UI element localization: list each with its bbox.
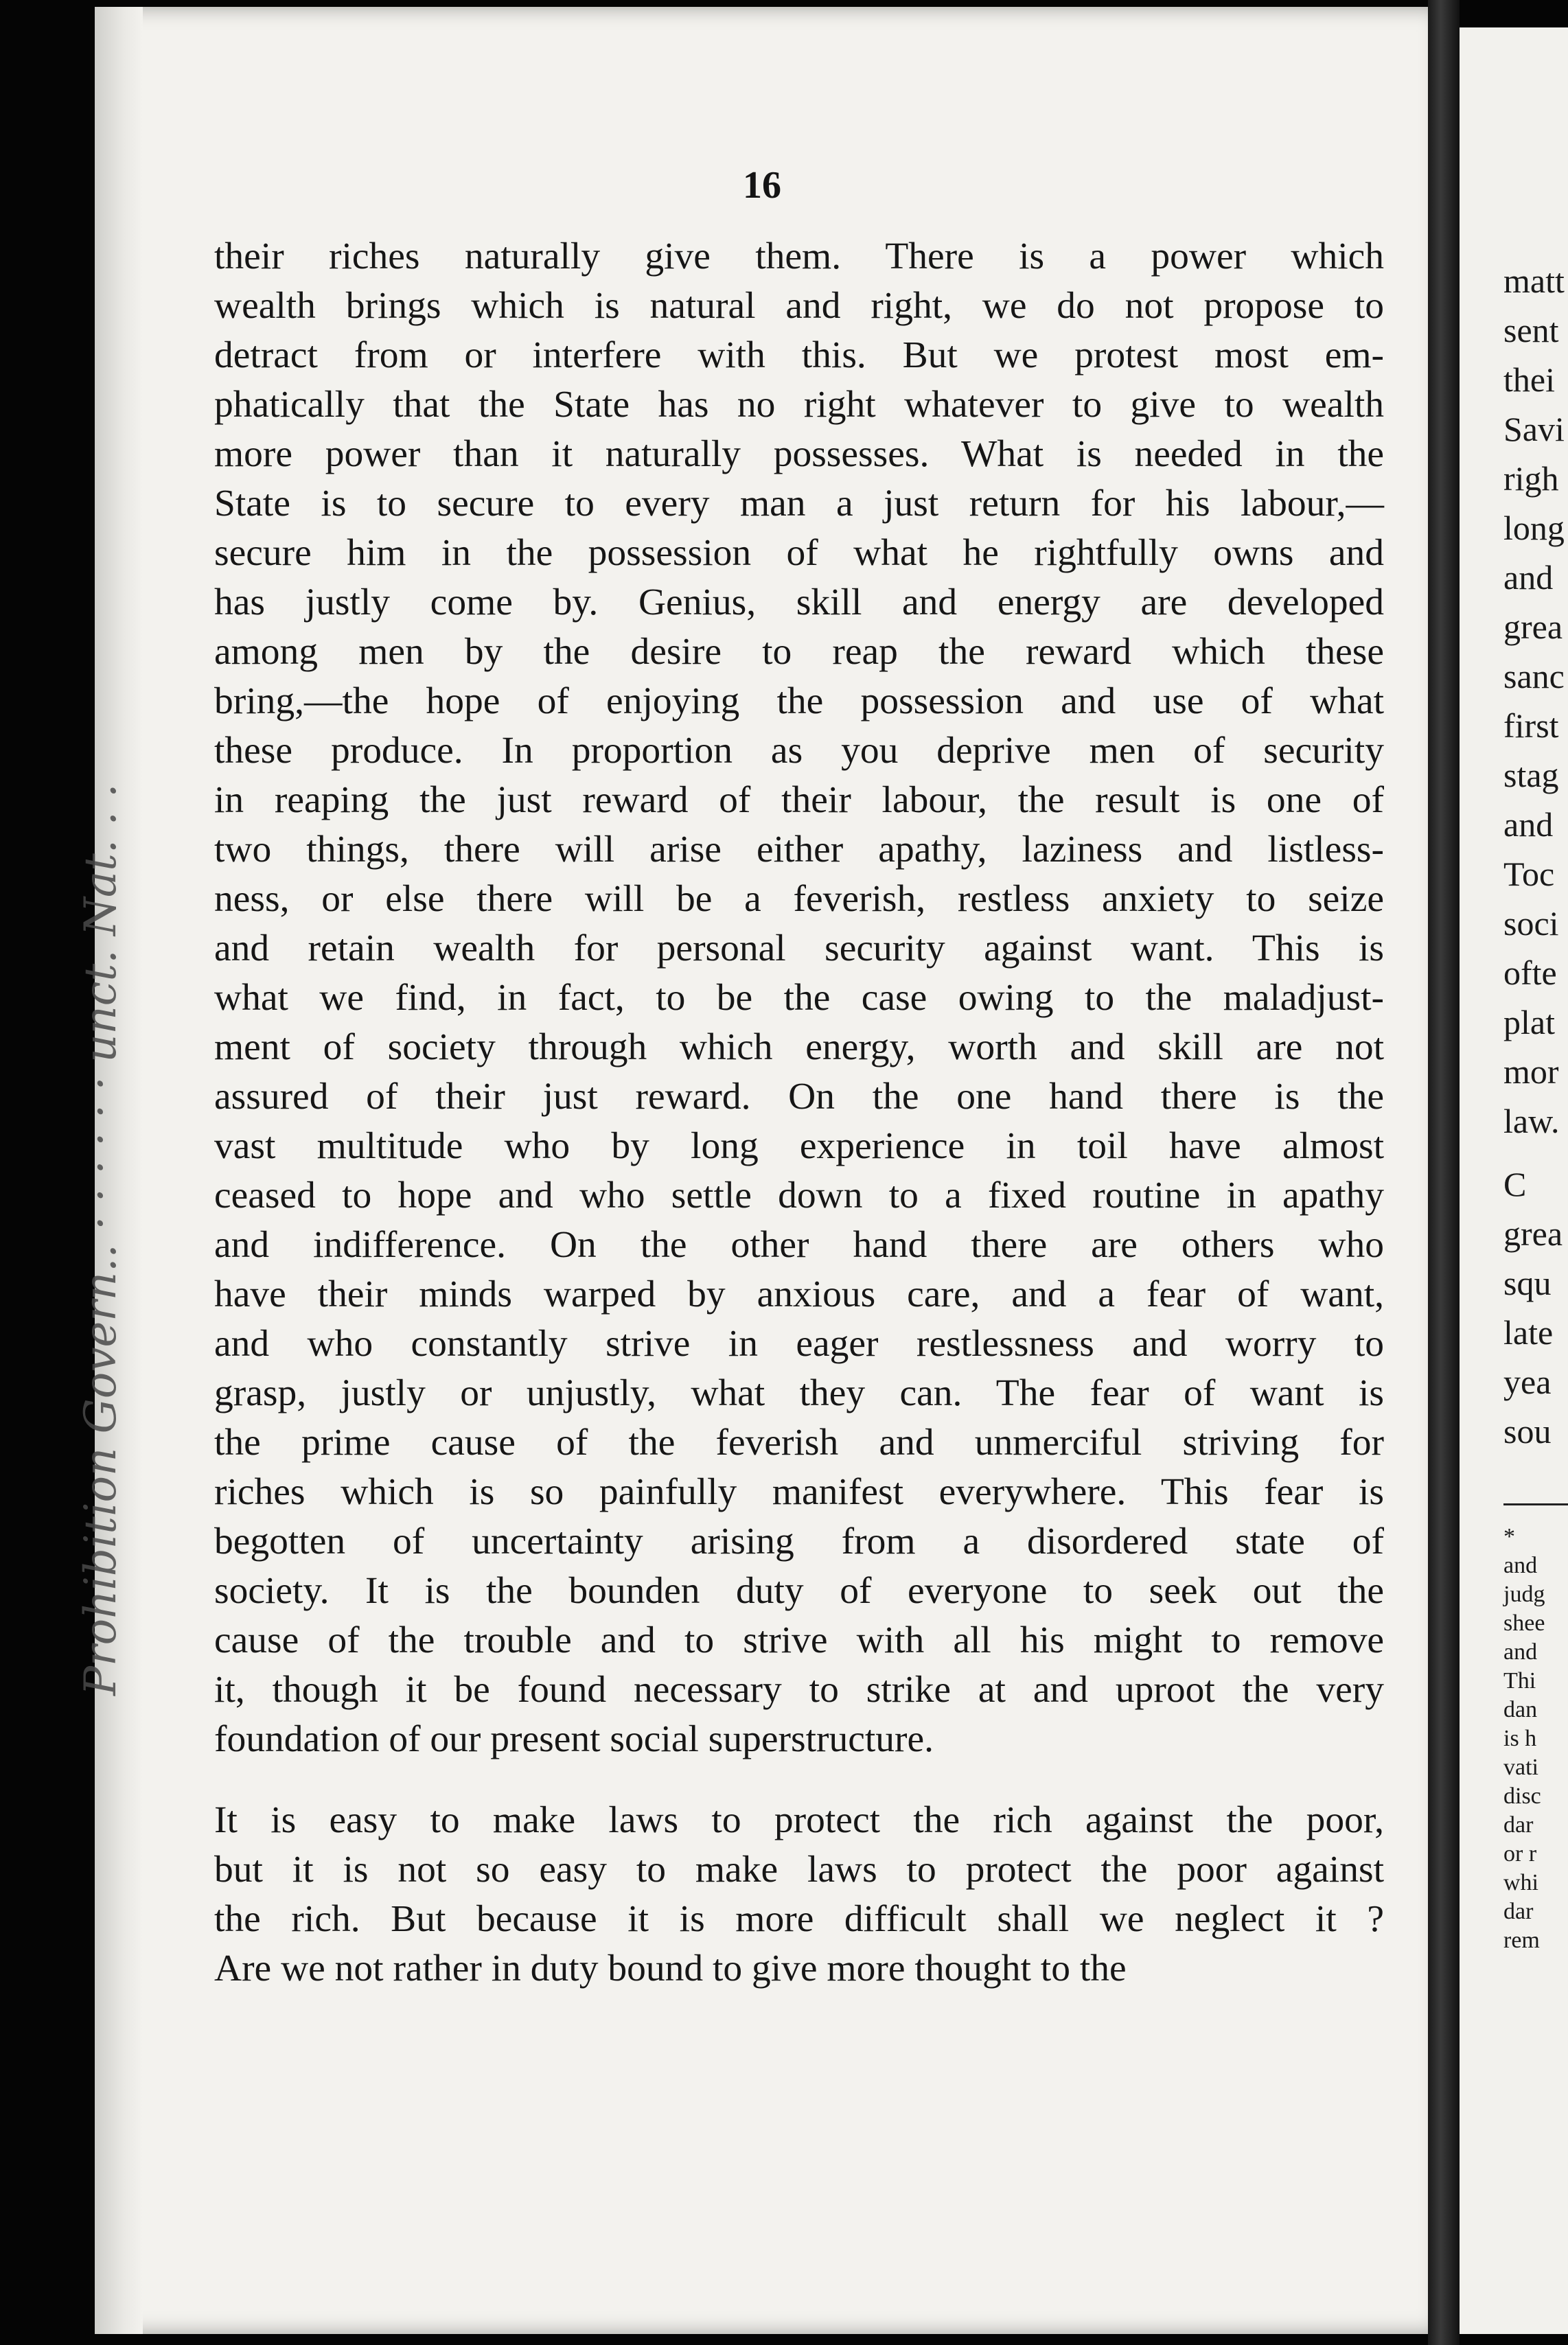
right-page-footnote-line: rem: [1503, 1928, 1540, 1953]
right-page-line: first: [1503, 706, 1559, 745]
paragraph-1: [214, 232, 1384, 1764]
right-page-line: sanc: [1503, 657, 1565, 695]
right-page-footnote-line: dar: [1503, 1899, 1534, 1924]
right-page-footnote-line: vati: [1503, 1755, 1538, 1780]
text-line: It is easy to make laws to protect the rich against the poor,: [214, 1799, 1384, 1841]
right-page-footnote-line: and: [1503, 1639, 1538, 1665]
right-page-line: plat: [1503, 1003, 1555, 1041]
right-page-line: grea: [1503, 608, 1563, 646]
right-page-line: ofte: [1503, 954, 1557, 992]
right-page-footnote-line: dan: [1503, 1697, 1538, 1722]
text-line: it, though it be found necessary to strike at and uproot the very: [214, 1669, 1384, 1711]
right-page-line: long: [1503, 509, 1565, 547]
text-line: the prime cause of the feverish and unmerciful striving for: [214, 1422, 1384, 1464]
text-line: two things, there will arise either apathy, laziness and listless-: [214, 829, 1384, 870]
right-page-footnote-line: Thi: [1503, 1668, 1536, 1694]
paragraph-gap: [214, 1764, 1384, 1796]
right-page-line: squ: [1503, 1264, 1552, 1302]
text-line: have their minds warped by anxious care, and a fear of want,: [214, 1273, 1384, 1315]
text-line: has justly come by. Genius, skill and energy are developed: [214, 581, 1384, 623]
text-line: Are we not rather in duty bound to give more thought to the: [214, 1948, 1127, 1989]
right-page-line: C: [1503, 1165, 1527, 1203]
text-line: ness, or else there will be a feverish, restless anxiety to seize: [214, 878, 1384, 920]
right-page-footnote-line: shee: [1503, 1610, 1545, 1636]
right-page-line: thei: [1503, 360, 1555, 399]
text-line: grasp, justly or unjustly, what they can. The fear of want is: [214, 1372, 1384, 1414]
text-line: and who constantly strive in eager restlessness and worry to: [214, 1323, 1384, 1365]
book-gutter: [1428, 0, 1460, 2345]
text-line: foundation of our present social superstructure.: [214, 1718, 934, 1760]
right-page-line: and: [1503, 558, 1554, 597]
right-page-cropped: [1460, 27, 1568, 2334]
handwritten-margin-note: Prohibition Govern.. · · · · · · unct. Nat. . .: [76, 783, 126, 1696]
text-line: secure him in the possession of what he rightfully owns and: [214, 532, 1384, 574]
right-page-line: late: [1503, 1313, 1554, 1352]
text-line: wealth brings which is natural and right, we do not propose to: [214, 285, 1384, 327]
right-page-footnote-line: dar: [1503, 1812, 1534, 1838]
text-line: what we find, in fact, to be the case owing to the maladjust-: [214, 977, 1384, 1019]
footnote-rule: [1503, 1503, 1568, 1505]
right-page-line: grea: [1503, 1214, 1563, 1253]
paragraph-2: [214, 1796, 1384, 1994]
right-page-line: law.: [1503, 1102, 1560, 1140]
right-page-line: matt: [1503, 262, 1565, 300]
text-line: and retain wealth for personal security against want. This is: [214, 927, 1384, 969]
text-line: assured of their just reward. On the one hand there is the: [214, 1076, 1384, 1118]
text-line: ceased to hope and who settle down to a fixed routine in apathy: [214, 1175, 1384, 1216]
right-page-line: sou: [1503, 1412, 1552, 1451]
text-line: begotten of uncertainty arising from a disordered state of: [214, 1521, 1384, 1562]
text-line: the rich. But because it is more difficult shall we neglect it ?: [214, 1898, 1384, 1940]
right-page-line: and: [1503, 805, 1554, 844]
right-page-footnote-line: or r: [1503, 1841, 1537, 1867]
right-page-line: stag: [1503, 756, 1559, 794]
page-number: 16: [743, 164, 781, 207]
text-line: bring,—the hope of enjoying the possession and use of what: [214, 680, 1384, 722]
text-line: State is to secure to every man a just return for his labour,—: [214, 483, 1384, 524]
body-text: [214, 232, 1384, 1994]
right-page-line: mor: [1503, 1052, 1559, 1091]
text-line: society. It is the bounden duty of everyone to seek out the: [214, 1570, 1384, 1612]
right-page-footnote-line: whi: [1503, 1870, 1538, 1895]
text-line: riches which is so painfully manifest everywhere. This fear is: [214, 1471, 1384, 1513]
text-line: among men by the desire to reap the reward which these: [214, 631, 1384, 673]
right-page-footnote-line: and: [1503, 1553, 1538, 1578]
right-page-line: yea: [1503, 1363, 1552, 1401]
right-page-footnote-line: judg: [1503, 1582, 1545, 1607]
text-line: and indifference. On the other hand there are others who: [214, 1224, 1384, 1266]
text-line: in reaping the just reward of their labour, the result is one of: [214, 779, 1384, 821]
text-line: cause of the trouble and to strive with all his might to remove: [214, 1619, 1384, 1661]
text-line: phatically that the State has no right whatever to give to wealth: [214, 384, 1384, 426]
right-page-line: soci: [1503, 904, 1559, 943]
text-line: more power than it naturally possesses. What is needed in the: [214, 433, 1384, 475]
text-line: detract from or interfere with this. But we protest most em-: [214, 334, 1384, 376]
right-page-line: righ: [1503, 459, 1559, 498]
right-page-footnote-line: disc: [1503, 1783, 1541, 1809]
right-page-line: Toc: [1503, 855, 1555, 893]
text-line: but it is not so easy to make laws to protect the poor against: [214, 1849, 1384, 1891]
text-line: ment of society through which energy, worth and skill are not: [214, 1026, 1384, 1068]
text-line: their riches naturally give them. There is a power which: [214, 235, 1384, 277]
right-page-footnote-line: *: [1503, 1524, 1515, 1549]
right-page-line: sent: [1503, 311, 1559, 349]
right-page-line: Savi: [1503, 410, 1565, 448]
text-line: these produce. In proportion as you deprive men of security: [214, 730, 1384, 772]
text-line: vast multitude who by long experience in toil have almost: [214, 1125, 1384, 1167]
right-page-footnote-line: is h: [1503, 1726, 1537, 1751]
